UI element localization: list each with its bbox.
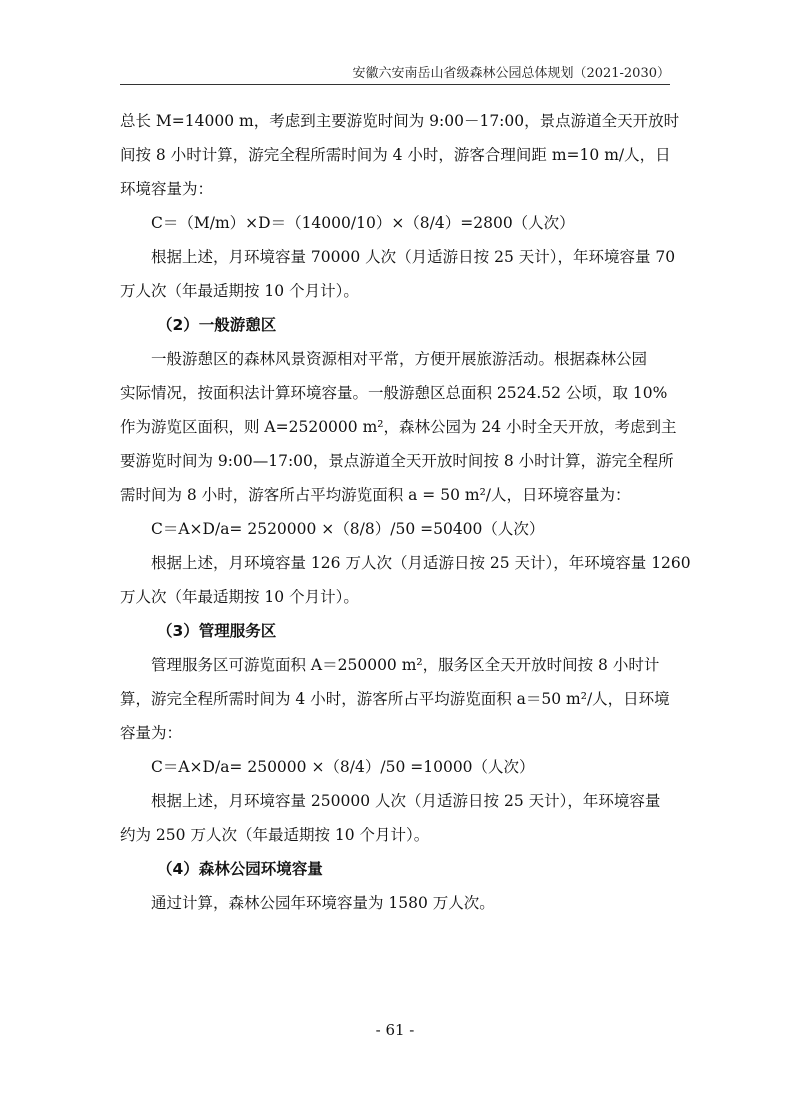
formula-line: C＝A×D/a= 2520000 ×（8/8）/50 =50400（人次） bbox=[151, 520, 545, 538]
section-heading-park-capacity: （4）森林公园环境容量 bbox=[157, 860, 323, 878]
paragraph-trail-capacity bbox=[120, 104, 680, 206]
text-line: 万人次（年最适期按 10 个月计）。 bbox=[120, 588, 359, 606]
text-line: 容量为： bbox=[120, 724, 183, 742]
text-line: 一般游憩区的森林风景资源相对平常，方便开展旅游活动。根据森林公园 bbox=[151, 350, 648, 368]
text-line: 算，游完全程所需时间为 4 小时，游客所占平均游览面积 a＝50 m²/人，日环境 bbox=[120, 690, 670, 708]
formula-trail-capacity bbox=[120, 206, 670, 240]
paragraph-trail-summary bbox=[120, 240, 676, 308]
header-divider bbox=[120, 84, 670, 85]
section-heading-management-service: （3）管理服务区 bbox=[157, 622, 277, 640]
paragraph-general-recreation-summary bbox=[120, 546, 691, 614]
text-line: 根据上述，月环境容量 70000 人次（月适游日按 25 天计），年环境容量 70 bbox=[151, 248, 676, 266]
section-heading-general-recreation: （2）一般游憩区 bbox=[157, 316, 277, 334]
paragraph-general-recreation bbox=[120, 342, 677, 512]
text-line: 万人次（年最适期按 10 个月计）。 bbox=[120, 282, 359, 300]
text-line: 需时间为 8 小时，游客所占平均游览面积 a = 50 m²/人，日环境容量为： bbox=[120, 486, 631, 504]
paragraph-management-service bbox=[120, 648, 670, 750]
page-body bbox=[120, 104, 691, 920]
page-number: - 61 - bbox=[375, 1021, 415, 1039]
text-line: 通过计算，森林公园年环境容量为 1580 万人次。 bbox=[151, 894, 495, 912]
text-line: 根据上述，月环境容量 250000 人次（月适游日按 25 天计），年环境容量 bbox=[151, 792, 661, 810]
formula-line: C＝（M/m）×D＝（14000/10）×（8/4）=2800（人次） bbox=[151, 214, 575, 232]
text-line: 约为 250 万人次（年最适期按 10 个月计）。 bbox=[120, 826, 430, 844]
text-line: 要游览时间为 9:00—17:00，景点游道全天开放时间按 8 小时计算，游完全程所 bbox=[120, 452, 674, 470]
running-header: 安徽六安南岳山省级森林公园总体规划（2021-2030） bbox=[352, 66, 670, 81]
text-line: 作为游览区面积，则 A=2520000 m²，森林公园为 24 小时全天开放，考虑到主 bbox=[120, 418, 677, 436]
text-line: 总长 M=14000 m，考虑到主要游览时间为 9:00－17:00，景点游道全天开放时 bbox=[120, 112, 680, 130]
text-line: 环境容量为： bbox=[120, 180, 214, 198]
text-line: 实际情况，按面积法计算环境容量。一般游憩区总面积 2524.52 公顷，取 10% bbox=[120, 384, 668, 402]
text-line: 根据上述，月环境容量 126 万人次（月适游日按 25 天计），年环境容量 1260 bbox=[151, 554, 691, 572]
text-line: 管理服务区可游览面积 A＝250000 m²，服务区全天开放时间按 8 小时计 bbox=[151, 656, 660, 674]
paragraph-management-service-summary bbox=[120, 784, 670, 852]
formula-general-recreation bbox=[120, 512, 670, 546]
formula-line: C＝A×D/a= 250000 ×（8/4）/50 =10000（人次） bbox=[151, 758, 535, 776]
text-line: 间按 8 小时计算，游完全程所需时间为 4 小时，游客合理间距 m=10 m/人，日 bbox=[120, 146, 671, 164]
formula-management-service bbox=[120, 750, 670, 784]
paragraph-park-capacity bbox=[120, 886, 670, 920]
